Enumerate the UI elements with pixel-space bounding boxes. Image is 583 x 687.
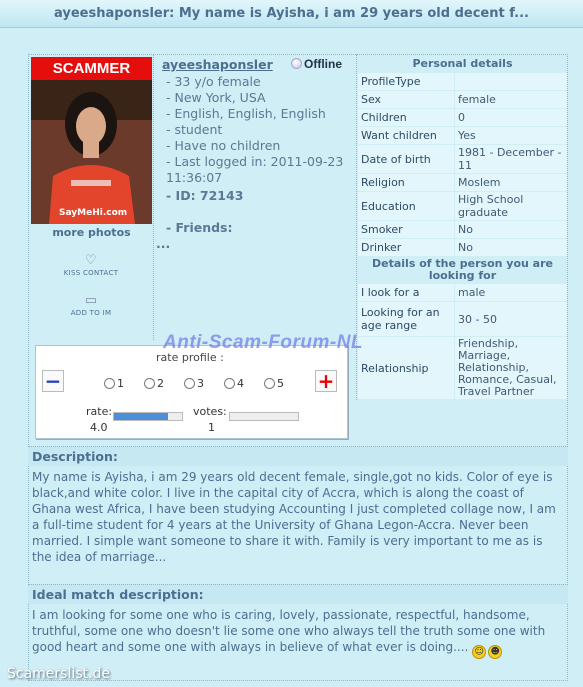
detail-row: Looking for an age range 30 - 50 [358,302,567,336]
friends-more: ... [156,236,171,251]
rate-option-3[interactable]: 3 [184,377,204,390]
status-indicator [291,57,342,71]
cool-smiley-icon: ☻ [488,645,502,659]
rate-option-4[interactable]: 4 [224,377,244,390]
detail-row: ProfileType [358,73,567,90]
profile-info [156,57,356,252]
rate-plus-button[interactable]: + [315,370,337,392]
more-photos-link[interactable]: more photos [52,226,131,239]
rate-bar [113,412,183,421]
description-text: My name is Ayisha, i am 29 years old decent female, single,got no kids. Color of eye is black,and white color. I live in the capital city of Accra, which is along the coast of Ghana west Africa, I have been studying Accounting I just completed collage now, I am a full-time student for 4 years at the University of Ghana Legon-Accra. Never been married. I simple want someone to share it with. Family is very important to me as is the idea of marriage... [32,470,556,564]
heart-icon: ♡ [85,253,97,268]
description-title: Description: [28,446,568,466]
watermark: Anti-Scam-Forum-NL [163,332,364,353]
rate-minus-button[interactable]: − [42,370,64,392]
site-footer: Scamerslist.de [7,666,110,682]
chat-icon: ▭ [84,293,98,308]
photo-caption: SayMeHi.com [59,208,128,218]
detail-row: Sex female [358,91,567,108]
detail-row: Relationship Friendship, Marriage, Relationship, Romance, Casual, Travel Partner [358,337,567,399]
detail-row: I look for a male [358,284,567,301]
info-line: - student [166,122,223,137]
info-line: - 33 y/o female [166,74,261,89]
detail-row: Religion Moslem [358,174,567,191]
ideal-match-section [28,584,568,662]
votes-bar [229,412,299,421]
detail-row: Children 0 [358,109,567,126]
page-title: ayeeshaponsler: My name is Ayisha, i am 29 years old decent f... [0,0,583,28]
detail-row: Drinker No [358,239,567,256]
scammer-badge: SCAMMER [31,57,152,80]
status-text: Offline [304,57,342,71]
info-line: - English, English, English [166,106,326,121]
rate-profile-label: rate profile : [156,351,224,364]
last-logged: - Last logged in: 2011-09-23 11:36:07 [166,154,344,185]
personal-details-panel [356,54,568,400]
kiss-contact-label: KISS CONTACT [63,269,119,277]
detail-row: Smoker No [358,221,567,238]
description-section [28,446,568,568]
rating-box [35,345,348,439]
rate-option-5[interactable]: 5 [264,377,284,390]
detail-row: Education High School graduate [358,192,567,220]
kiss-contact-button[interactable] [46,254,136,277]
rate-option-2[interactable]: 2 [144,377,164,390]
username-link[interactable]: ayeeshaponsler [162,57,273,72]
rate-label: rate: [86,405,113,418]
rate-value: 4.0 [90,421,108,434]
status-dot-icon [291,58,302,69]
detail-row: Date of birth 1981 - December - 11 [358,145,567,173]
smiley-icon: ☺ [472,645,486,659]
add-to-im-label: ADD TO IM [70,309,112,317]
info-line: - New York, USA [166,90,266,105]
detail-row: Want children Yes [358,127,567,144]
profile-id: - ID: 72143 [166,188,244,203]
profile-photo[interactable] [31,80,152,224]
votes-value: 1 [208,421,215,434]
looking-for-header: Details of the person you are looking for [358,257,567,283]
info-line: - Have no children [166,138,281,153]
rate-option-1[interactable]: 1 [104,377,124,390]
add-to-im-button[interactable] [46,294,136,317]
personal-details-header: Personal details [358,55,567,72]
ideal-match-title: Ideal match description: [28,584,568,604]
friends-label: - Friends: [166,220,233,235]
votes-label: votes: [193,405,227,418]
ideal-match-text: I am looking for some one who is caring, lovely, passionate, respectful, handsome, truthful, some one who doesn't lie some one who always tell the truth some one with good heart and some one with always in believe of what ever is doing.... ☺ ☻ [32,608,546,657]
